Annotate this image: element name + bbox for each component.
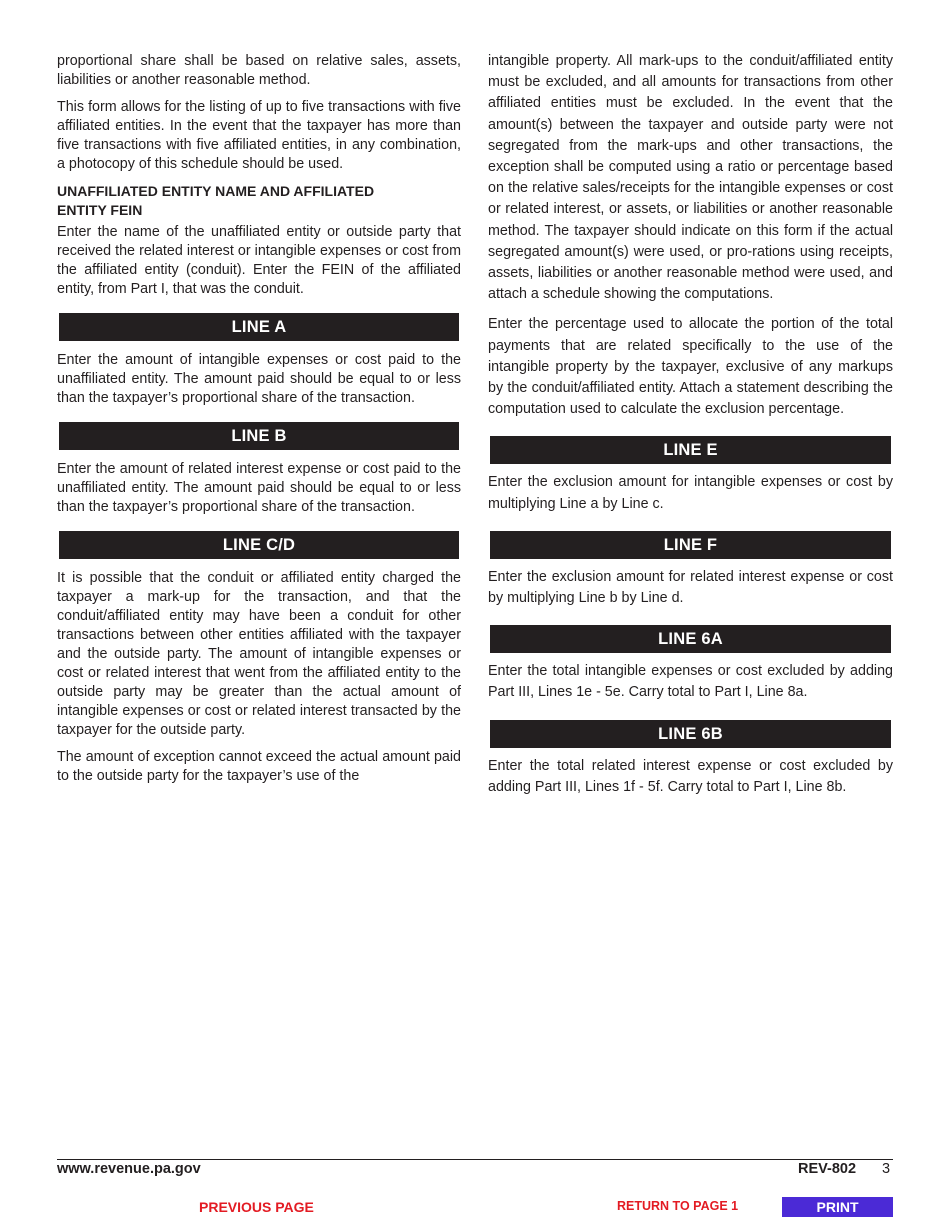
previous-page-link[interactable]: PREVIOUS PAGE bbox=[199, 1199, 314, 1215]
subheading-entity-name-fein: UNAFFILIATED ENTITY NAME AND AFFILIATED ENTITY FEIN bbox=[57, 183, 375, 218]
paragraph-line-b: Enter the amount of related interest expense or cost paid to the unaffiliated entity. The amount paid should be equal to or less than the taxpayer’s proportional share of the transaction. bbox=[57, 461, 461, 515]
section-header-line-6b: LINE 6B bbox=[490, 720, 891, 748]
print-button[interactable]: PRINT bbox=[782, 1197, 893, 1217]
paragraph-line-cd-markup: It is possible that the conduit or affiliated entity charged the taxpayer a mark-up for the transaction, and that the conduit/affiliated entity may have been a conduit for other transactions between other entities affiliated with the taxpayer and the outside party. The amount of intangible expenses or cost or related interest that went from the affiliated entity to the outside party may be greater than the actual amount of intangible expenses or cost or related interest transacted by the taxpayer for the outside party. bbox=[57, 570, 461, 738]
footer-divider bbox=[57, 1159, 893, 1160]
paragraph-entity-name-instructions: Enter the name of the unaffiliated entity or outside party that received the related interest or intangible expenses or cost from the affiliated entity (conduit). Enter the FEIN of the affiliated entity, from Part I, that was the conduit. bbox=[57, 224, 461, 297]
section-header-line-f: LINE F bbox=[490, 531, 891, 559]
paragraph-five-transactions: This form allows for the listing of up to five transactions with five affiliated entities. In the event that the taxpayer has more than five transactions with five affiliated entities, in any combination, a photocopy of this schedule should be used. bbox=[57, 99, 461, 172]
paragraph-line-6b: Enter the total related interest expense or cost excluded by adding Part III, Lines 1f - 5f. Carry total to Part I, Line 8b. bbox=[488, 757, 893, 795]
paragraph-percentage-allocation: Enter the percentage used to allocate the portion of the total payments that are related specifically to the use of the intangible property by the taxpayer, exclusive of any markups by the conduit/affiliated entity. Attach a statement describing the computation used to calculate the exclusion percentage. bbox=[488, 316, 893, 418]
right-column bbox=[488, 52, 893, 807]
paragraph-line-e: Enter the exclusion amount for intangible expenses or cost by multiplying Line a by Line c. bbox=[488, 474, 893, 512]
section-header-line-6a: LINE 6A bbox=[490, 625, 891, 653]
paragraph-proportional-share: proportional share shall be based on relative sales, assets, liabilities or another reasonable method. bbox=[57, 53, 461, 88]
left-column bbox=[57, 52, 461, 794]
footer-page-number: 3 bbox=[882, 1161, 891, 1177]
paragraph-line-6a: Enter the total intangible expenses or cost excluded by adding Part III, Lines 1e - 5e. Carry total to Part I, Line 8a. bbox=[488, 663, 893, 701]
section-header-line-e: LINE E bbox=[490, 436, 891, 464]
paragraph-line-a: Enter the amount of intangible expenses or cost paid to the unaffiliated entity. The amount paid should be equal to or less than the taxpayer’s proportional share of the transaction. bbox=[57, 352, 461, 406]
paragraph-line-f: Enter the exclusion amount for related interest expense or cost by multiplying Line b by Line d. bbox=[488, 568, 893, 607]
section-header-line-cd: LINE C/D bbox=[59, 531, 459, 559]
footer-website-url: www.revenue.pa.gov bbox=[57, 1161, 201, 1177]
section-header-line-a: LINE A bbox=[59, 313, 459, 341]
return-to-page-1-link[interactable]: RETURN TO PAGE 1 bbox=[617, 1199, 739, 1213]
paragraph-line-cd-exception: The amount of exception cannot exceed the actual amount paid to the outside party for the taxpayer’s use of the bbox=[57, 749, 461, 784]
section-header-line-b: LINE B bbox=[59, 422, 459, 450]
paragraph-intangible-property: intangible property. All mark-ups to the conduit/affiliated entity must be excluded, and all amounts for transactions from other affiliated entities must be excluded. In the event that the amount(s) between the taxpayer and outside party were not segregated from the mark-ups and other transactions, the exception shall be computed using a ratio or percentage based on the relative sales/receipts for the intangible expenses or cost or related interest, or assets, or liabilities or another reasonable method. The taxpayer should indicate on this form if the actual segregated amount(s) were used, or pro-rations using receipts, assets, liabilities or another reasonable method were used, and attach a schedule showing the computations. bbox=[488, 53, 893, 303]
footer-form-number: REV-802 bbox=[798, 1161, 857, 1177]
